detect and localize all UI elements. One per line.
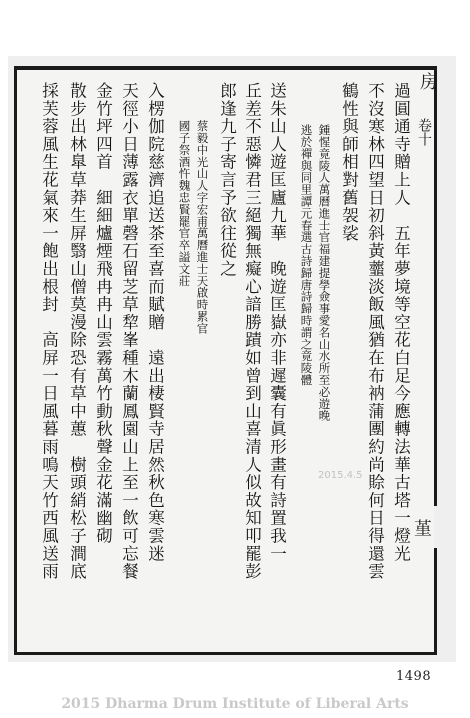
- right-border-rule-lower: [434, 548, 437, 655]
- text-column: 金竹坪四首 細細爐煙飛冉冉山雲霧萬竹動秋聲金花滿幽砌: [93, 82, 113, 545]
- text-column: 國子祭酒忤魏忠賢罷官卒謚文莊: [177, 120, 192, 287]
- left-border-rule: [14, 66, 17, 655]
- text-column: 天徑小日薄露衣單磬石留芝草犂峯種木蘭鳳園山上至一飲可忘餐: [119, 82, 139, 581]
- watermark-code: 2015.4.5: [318, 470, 363, 481]
- text-column: 入楞伽院慈濟追送茶至喜而賦贈 遠出棲賢寺居然秋色寒雲迷: [145, 82, 165, 563]
- text-column: 丘差不惡憐君三絕獨無癡心諳勝蹟如曾到山喜清人似故知叩罷彭: [242, 82, 262, 581]
- side-mark: 堇: [414, 519, 432, 540]
- footer-credit: 2015 Dharma Drum Institute of Liberal Arts: [61, 696, 409, 712]
- text-column: 送朱山人遊匡廬九華 晚遊匡嶽亦非遲囊有眞形畫有詩置我一: [267, 82, 287, 563]
- right-border-rule: [434, 66, 437, 506]
- text-column: 逃於禪與同里譚元春選古詩歸唐詩歸時謂之竟陵體: [299, 124, 314, 386]
- juan-label: 卷十: [416, 118, 432, 146]
- text-column: 過圓通寺贈上人 五年夢境等空花白足今應轉法華古塔一燈光: [391, 82, 411, 563]
- text-column: 不沒寒林四望日初斜黃虀淡飯風猶在布衲蒲團約尚賒何日得還雲: [365, 82, 385, 581]
- margin-title: 房: [417, 72, 438, 92]
- text-column: 蔡毅中光山人字宏甫萬曆進士天啟時累官: [195, 120, 210, 335]
- text-column: 採芙蓉風生花氣來一飽出根封 高屏一日風暮雨鳴天竹西風送雨: [39, 82, 59, 581]
- top-border-rule: [14, 66, 434, 70]
- text-column: 鍾惺竟陵人萬曆進士官福建提學僉事愛名山水所至必遊晚: [317, 124, 332, 422]
- text-column: 散步出林臯草莽生屏翳山僧莫漫除恐有草中蕙 樹頭綃松子澗底: [67, 82, 87, 581]
- bottom-border-rule: [14, 652, 434, 655]
- page-number: 1498: [396, 669, 432, 684]
- text-column: 郎逢九子寄言予欲往從之: [217, 82, 237, 278]
- text-column: 鶴性與師相對舊袈裟: [339, 82, 359, 243]
